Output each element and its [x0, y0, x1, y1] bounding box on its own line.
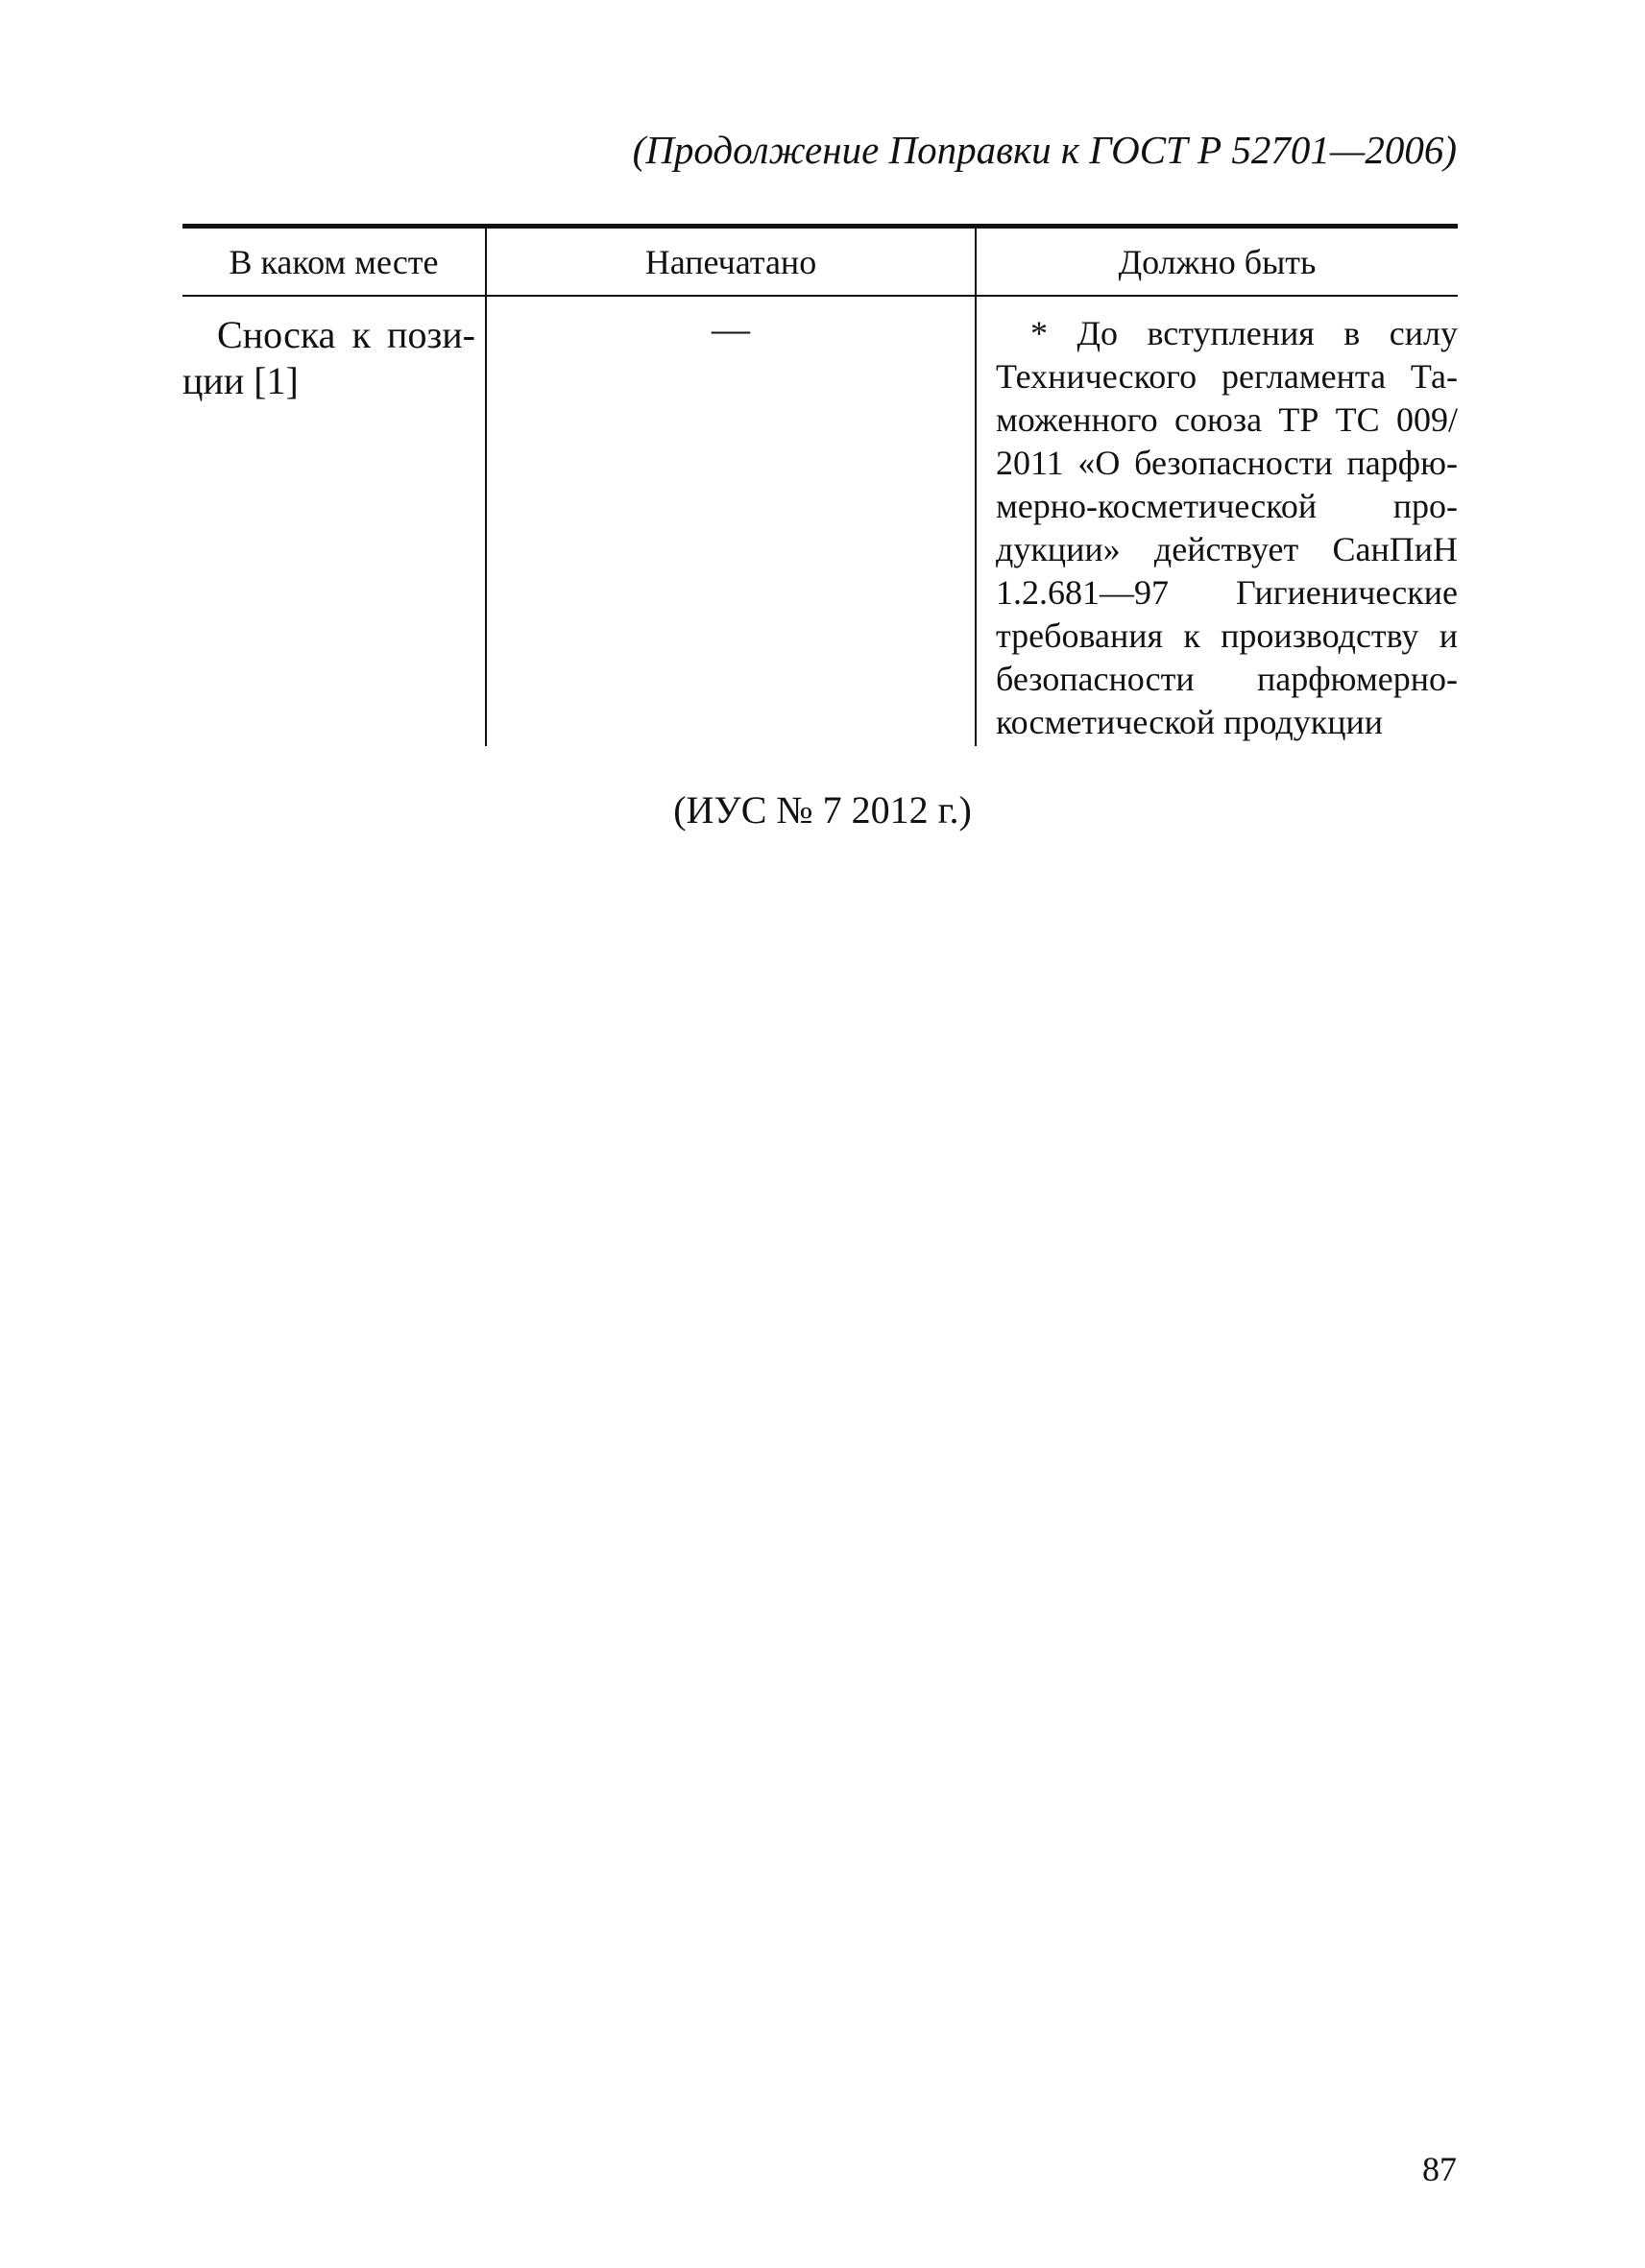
- column-header-place: В каком месте: [229, 242, 439, 281]
- table-body: [182, 296, 1458, 746]
- cell-printed: —: [486, 296, 976, 746]
- table-header: [182, 227, 1458, 297]
- column-header-should-be: Должно быть: [976, 227, 1458, 297]
- page-number: 87: [1422, 2150, 1457, 2188]
- table-header-row: [182, 227, 1458, 297]
- column-header-printed: Напечатано: [486, 227, 976, 297]
- correction-table: [182, 224, 1458, 746]
- continuation-header: (Продолжение Поправки к ГОСТ Р 52701—2006): [632, 128, 1457, 172]
- table-row: [182, 296, 1458, 746]
- bulletin-reference: (ИУС № 7 2012 г.): [673, 788, 972, 832]
- cell-should-be: * До вступления в силу Технического регламента Таможенного союза ТР ТС 009/ 2011 «О безопасности парфюмерно-косметической продукции» действует СанПиН 1.2.681—97 Гигиенические требования к производству и безопасности парфюмерно-косметической продукции: [976, 296, 1458, 746]
- cell-place: Сноска к позиции [1]: [182, 313, 475, 402]
